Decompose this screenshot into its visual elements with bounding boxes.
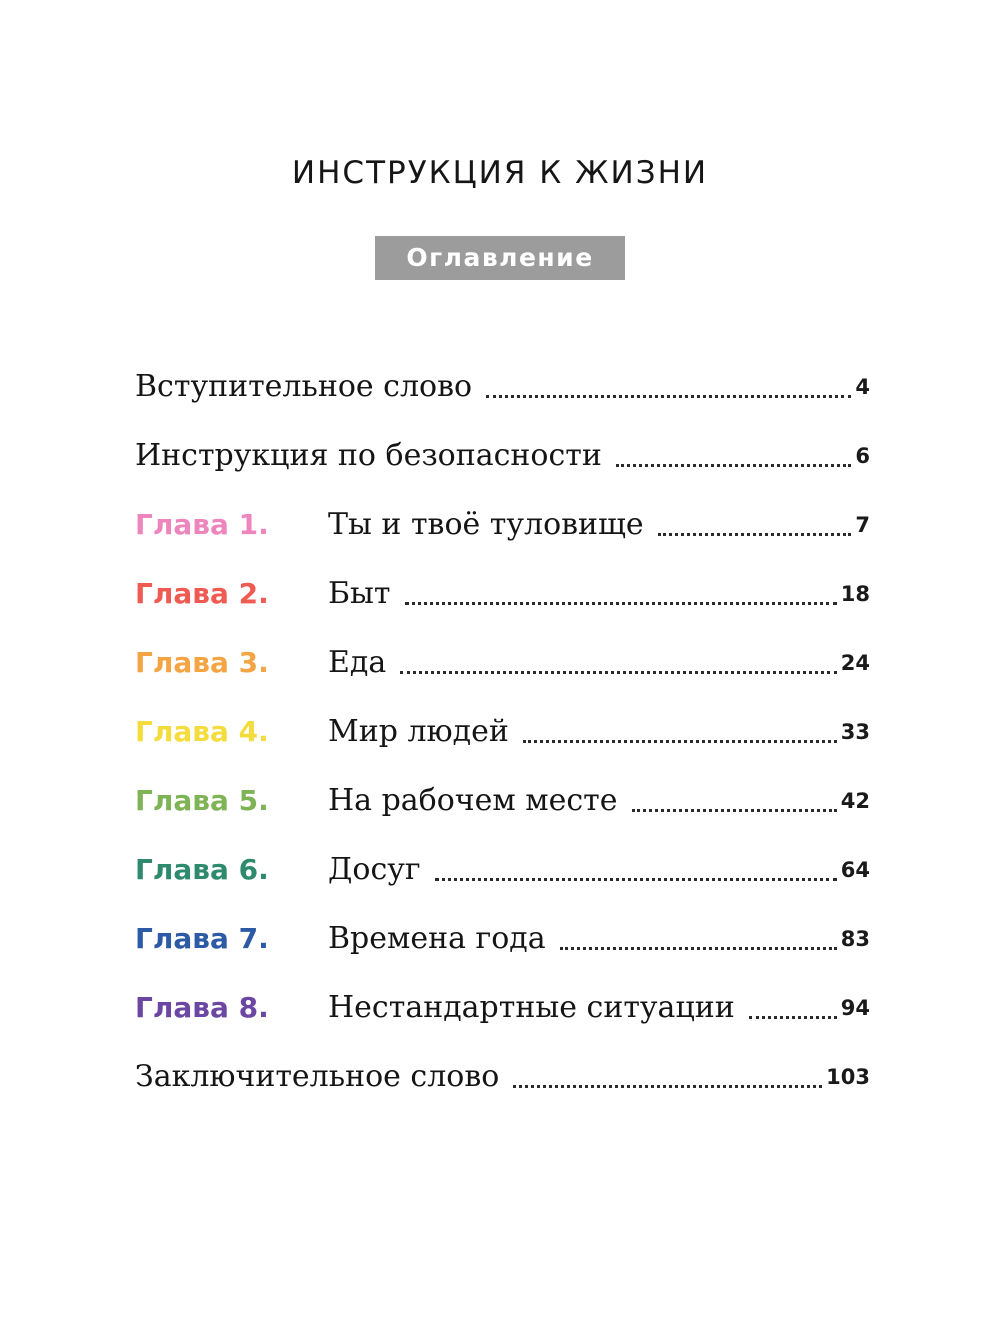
toc-page-number: 7 xyxy=(855,512,870,537)
toc-entry-title: Вступительное слово xyxy=(135,369,473,404)
toc-page-number: 64 xyxy=(840,857,870,882)
toc-chapter-entry[interactable] xyxy=(135,559,870,628)
dot-leader xyxy=(658,533,852,536)
toc-chapter-entry[interactable] xyxy=(135,490,870,559)
toc-entry-title: Досуг xyxy=(328,852,421,887)
toc-chapter-entry[interactable] xyxy=(135,766,870,835)
toc-page-number: 103 xyxy=(826,1064,870,1089)
dot-leader xyxy=(560,947,837,950)
toc-page-number: 42 xyxy=(840,788,870,813)
dot-leader xyxy=(523,740,837,743)
dot-leader xyxy=(405,602,837,605)
toc-chapter-entry[interactable] xyxy=(135,697,870,766)
dot-leader xyxy=(435,878,837,881)
toc-page-number: 4 xyxy=(855,374,870,399)
toc-entry[interactable] xyxy=(135,421,870,490)
toc-entry-title: Инструкция по безопасности xyxy=(135,438,602,473)
toc-entry[interactable] xyxy=(135,352,870,421)
chapter-label: Глава 7. xyxy=(135,922,269,955)
toc-entry-title: Нестандартные ситуации xyxy=(328,990,735,1025)
dot-leader xyxy=(616,464,852,467)
dot-leader xyxy=(749,1016,837,1019)
toc-chapter-entry[interactable] xyxy=(135,973,870,1042)
toc-entry-title: Ты и твоё туловище xyxy=(328,507,644,542)
toc-entry-title: Заключительное слово xyxy=(135,1059,500,1094)
dot-leader xyxy=(632,809,837,812)
toc-page-number: 6 xyxy=(855,443,870,468)
toc-entry-title: На рабочем месте xyxy=(328,783,618,818)
toc-page-number: 24 xyxy=(840,650,870,675)
chapter-label: Глава 5. xyxy=(135,784,269,817)
toc-entry-title: Еда xyxy=(328,645,387,680)
chapter-label: Глава 8. xyxy=(135,991,269,1024)
toc-entry[interactable] xyxy=(135,1042,870,1111)
toc-chapter-entry[interactable] xyxy=(135,904,870,973)
dot-leader xyxy=(400,671,837,674)
table-of-contents xyxy=(135,352,870,1111)
book-title: ИНСТРУКЦИЯ К ЖИЗНИ xyxy=(291,155,709,191)
chapter-label: Глава 6. xyxy=(135,853,269,886)
toc-entry-title: Быт xyxy=(328,576,391,611)
toc-entry-title: Времена года xyxy=(328,921,546,956)
toc-page-number: 18 xyxy=(840,581,870,606)
chapter-label: Глава 3. xyxy=(135,646,269,679)
toc-page-number: 94 xyxy=(840,995,870,1020)
chapter-label: Глава 1. xyxy=(135,508,269,541)
contents-badge: Оглавление xyxy=(375,236,625,280)
dot-leader xyxy=(486,395,851,398)
chapter-label: Глава 4. xyxy=(135,715,269,748)
toc-page-number: 83 xyxy=(840,926,870,951)
toc-chapter-entry[interactable] xyxy=(135,628,870,697)
toc-chapter-entry[interactable] xyxy=(135,835,870,904)
chapter-label: Глава 2. xyxy=(135,577,269,610)
toc-entry-title: Мир людей xyxy=(328,714,509,749)
dot-leader xyxy=(513,1085,822,1088)
toc-page-number: 33 xyxy=(840,719,870,744)
